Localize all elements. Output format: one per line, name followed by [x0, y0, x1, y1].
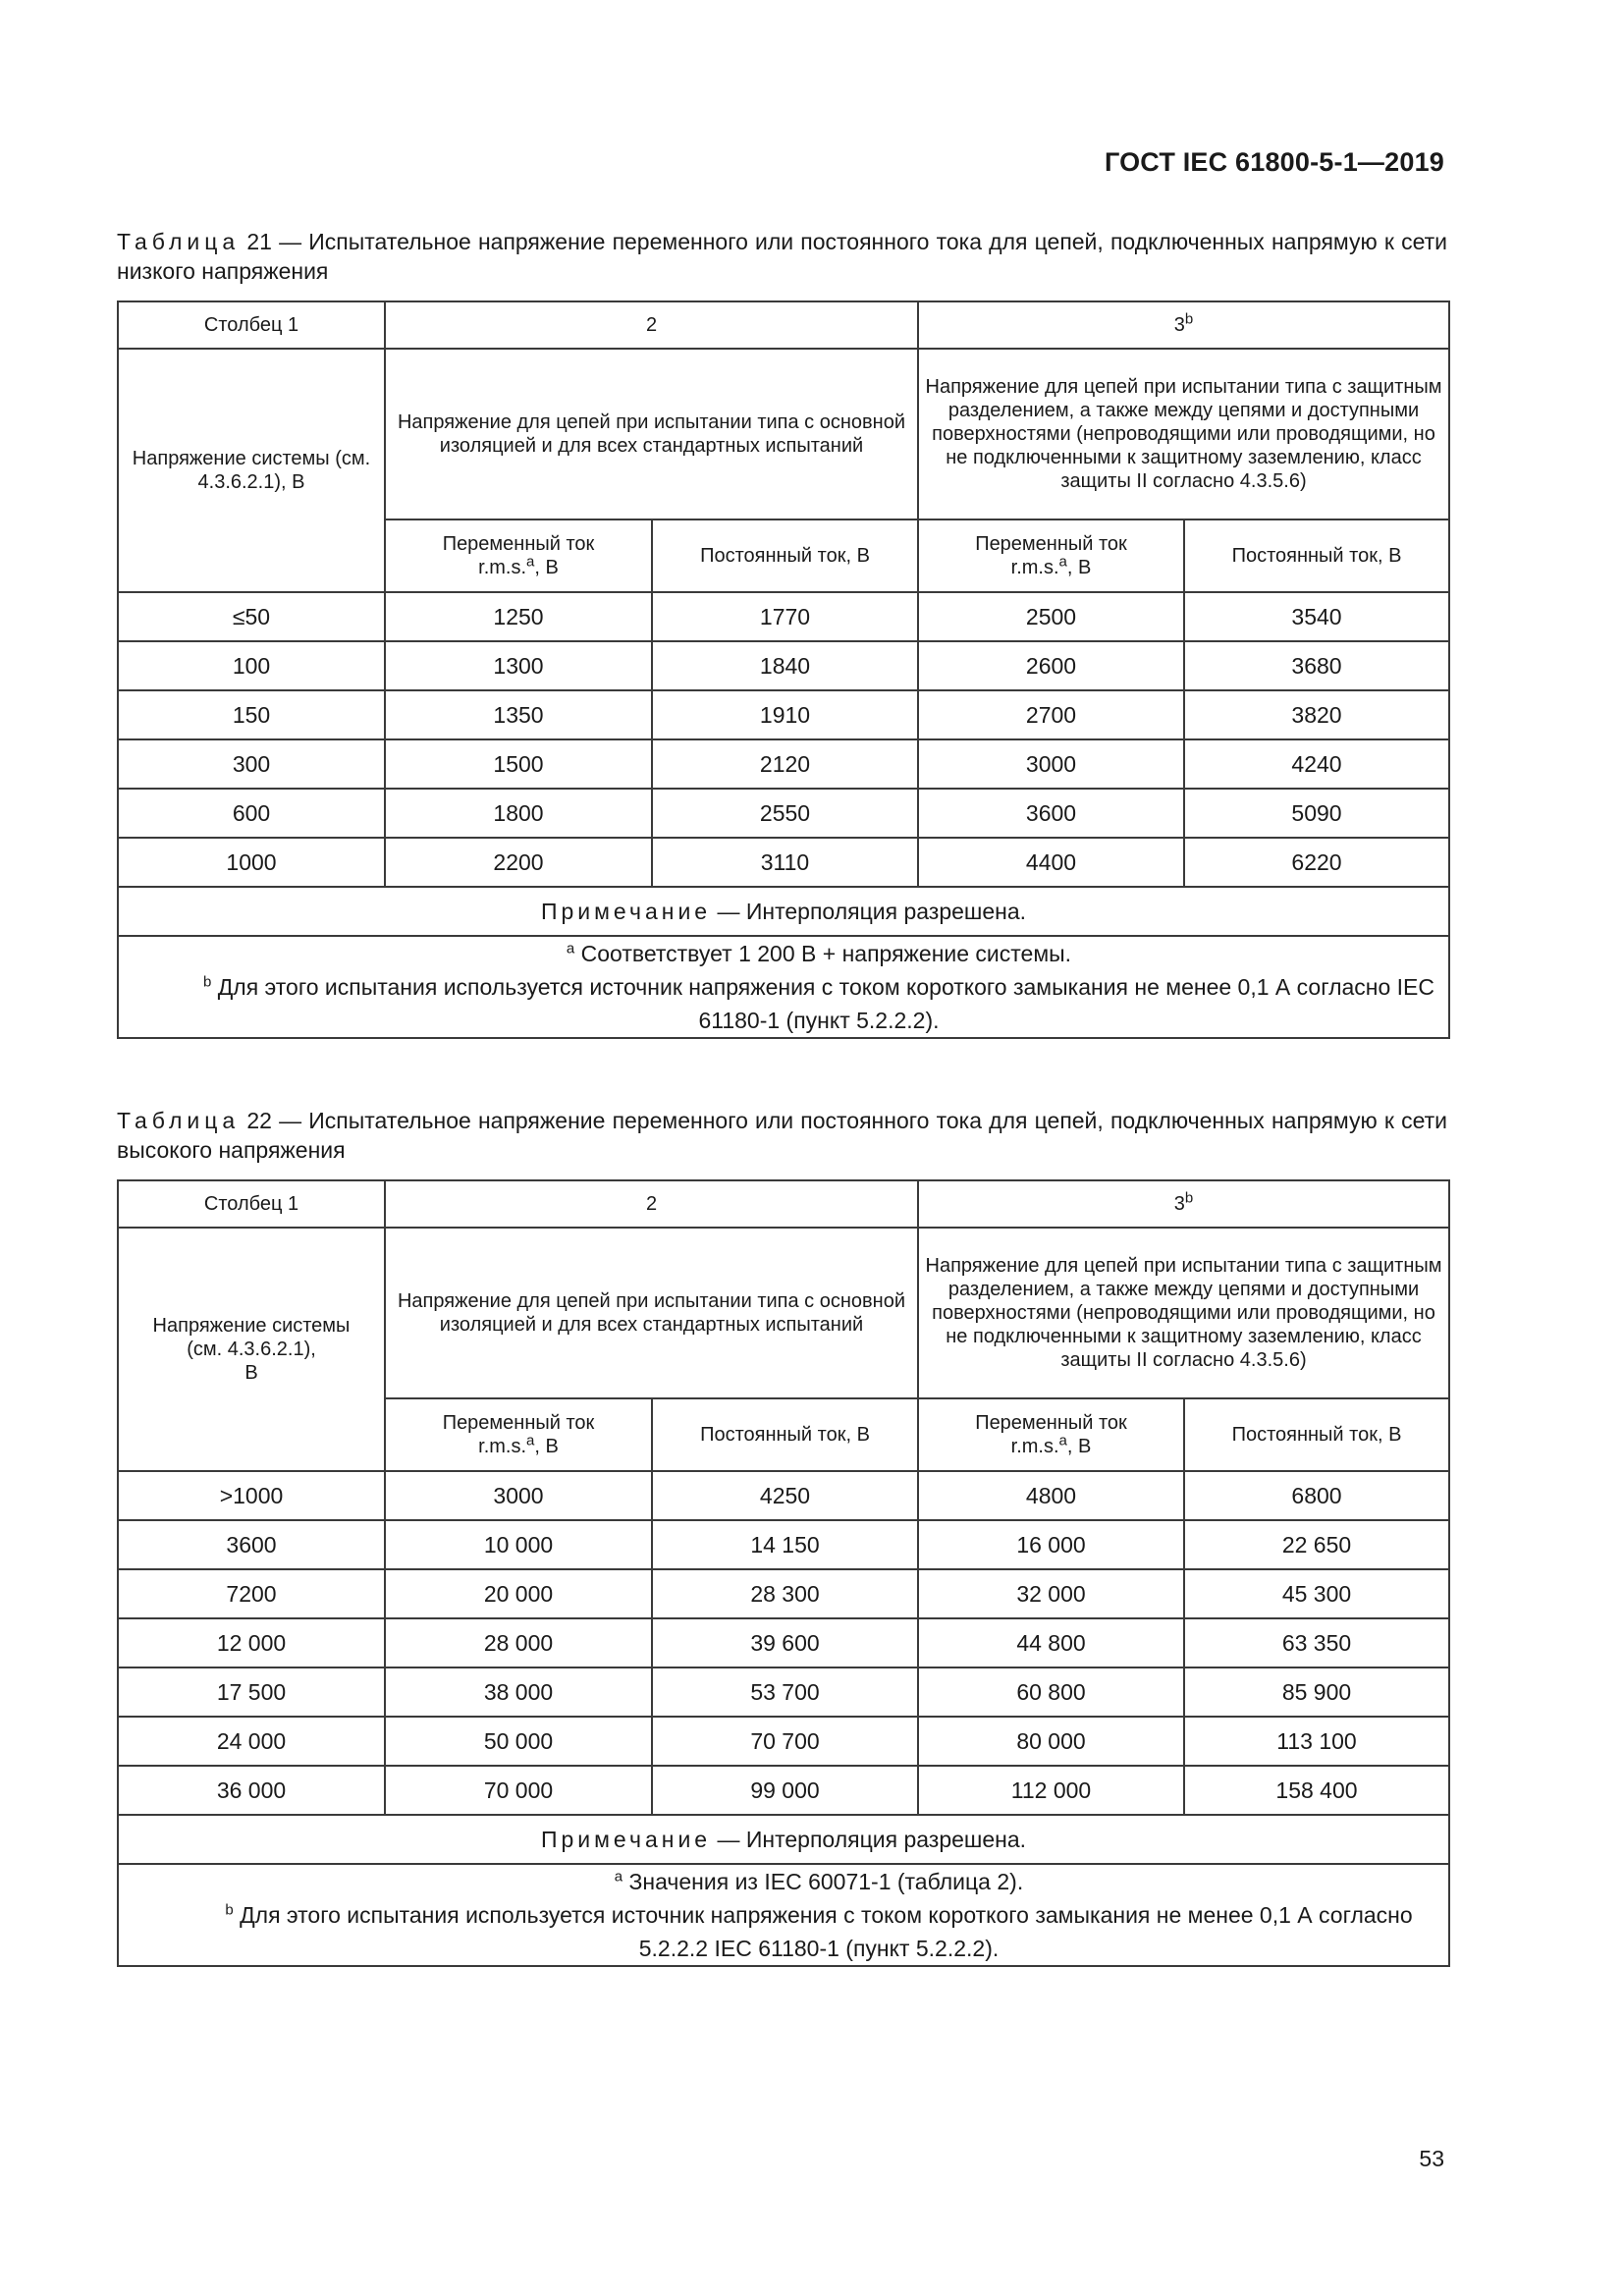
system-voltage-header: Напряжение системы (см. 4.3.6.2.1), В — [118, 349, 385, 592]
table-cell: 2700 — [918, 690, 1184, 739]
footnote-b: $^b$ Для этого испытания используется источник напряжения с током короткого замыкания не менее 0,1 А согласно 5.2.2.2 IEC 61180-1 (пункт 5.2.2.2). — [225, 1901, 1413, 1961]
dc-header: Постоянный ток, В — [1184, 519, 1449, 592]
table-cell: 14 150 — [652, 1520, 918, 1569]
dc-header: Постоянный ток, В — [652, 1398, 918, 1471]
table-cell: 45 300 — [1184, 1569, 1449, 1618]
caption-text: 22 — Испытательное напряжение переменного или постоянного тока для цепей, подключенных напрямую к сети высокого напряжения — [117, 1108, 1447, 1163]
table-cell: 36 000 — [118, 1766, 385, 1815]
table-cell: 4800 — [918, 1471, 1184, 1520]
table-cell: 300 — [118, 739, 385, 789]
table-cell: 2600 — [918, 641, 1184, 690]
table-row — [118, 1520, 1449, 1569]
table-cell: 2550 — [652, 789, 918, 838]
table-row — [118, 789, 1449, 838]
ac-header: Переменный ток r.m.s.$^a$, В — [385, 1398, 652, 1471]
caption-prefix: Таблица — [117, 1108, 241, 1133]
table-cell: 5090 — [1184, 789, 1449, 838]
table-row — [118, 1717, 1449, 1766]
table-cell: 85 900 — [1184, 1667, 1449, 1717]
table-cell: 22 650 — [1184, 1520, 1449, 1569]
table-cell: 28 300 — [652, 1569, 918, 1618]
table-row — [118, 641, 1449, 690]
footnote-mark: b — [1184, 1189, 1194, 1207]
ac-header: Переменный ток r.m.s.$^a$, В — [918, 1398, 1184, 1471]
table-cell: >1000 — [118, 1471, 385, 1520]
header-col1: Столбец 1 — [118, 301, 385, 349]
table-cell: 3000 — [385, 1471, 652, 1520]
table-cell: 3110 — [652, 838, 918, 887]
dc-header: Постоянный ток, В — [1184, 1398, 1449, 1471]
table-row — [118, 1618, 1449, 1667]
caption-prefix: Таблица — [117, 229, 241, 254]
table-note: Примечание — Интерполяция разрешена. — [118, 887, 1449, 936]
table-cell: 1500 — [385, 739, 652, 789]
table-cell: 2120 — [652, 739, 918, 789]
table-cell: 6800 — [1184, 1471, 1449, 1520]
dc-header: Постоянный ток, В — [652, 519, 918, 592]
table-cell: 80 000 — [918, 1717, 1184, 1766]
header-col1: Столбец 1 — [118, 1180, 385, 1228]
group2-header: Напряжение для цепей при испытании типа с основной изоляцией и для всех стандартных испытаний — [385, 1228, 918, 1398]
table-cell: 3680 — [1184, 641, 1449, 690]
header-col2: 2 — [385, 301, 918, 349]
table-cell: 99 000 — [652, 1766, 918, 1815]
table-cell: 16 000 — [918, 1520, 1184, 1569]
table-row — [118, 592, 1449, 641]
ac-header: Переменный ток r.m.s.$^a$, В — [918, 519, 1184, 592]
table-cell: 63 350 — [1184, 1618, 1449, 1667]
table-cell: 53 700 — [652, 1667, 918, 1717]
table-cell: 113 100 — [1184, 1717, 1449, 1766]
ac-header: Переменный ток r.m.s.$^a$, В — [385, 519, 652, 592]
table-cell: 3600 — [118, 1520, 385, 1569]
table-cell: 70 700 — [652, 1717, 918, 1766]
table-cell: 1300 — [385, 641, 652, 690]
table-cell: 4250 — [652, 1471, 918, 1520]
table-cell: 150 — [118, 690, 385, 739]
table-cell: 600 — [118, 789, 385, 838]
table-21-caption — [117, 227, 1447, 286]
table-cell: 4400 — [918, 838, 1184, 887]
table-cell: 100 — [118, 641, 385, 690]
table-cell: 60 800 — [918, 1667, 1184, 1717]
system-voltage-header: Напряжение системы (см. 4.3.6.2.1), В — [118, 1228, 385, 1471]
table-22-body — [118, 1471, 1449, 1815]
table-cell: 3540 — [1184, 592, 1449, 641]
group3-header: Напряжение для цепей при испытании типа с защитным разделением, а также между цепями и доступными поверхностями (непроводящими или проводящими, но не подключенными к защитному заземлению, класс защиты II согласно 4.3.5.6) — [918, 1228, 1449, 1398]
table-cell: 1840 — [652, 641, 918, 690]
table-cell: 50 000 — [385, 1717, 652, 1766]
table-cell: 112 000 — [918, 1766, 1184, 1815]
table-note: Примечание — Интерполяция разрешена. — [118, 1815, 1449, 1864]
table-footnotes — [118, 1864, 1449, 1966]
table-row — [118, 838, 1449, 887]
table-cell: 28 000 — [385, 1618, 652, 1667]
caption-text: 21 — Испытательное напряжение переменного или постоянного тока для цепей, подключенных напрямую к сети низкого напряжения — [117, 229, 1447, 284]
table-22 — [117, 1179, 1450, 1967]
header-col3: 3$^b$ — [918, 1180, 1449, 1228]
group2-header: Напряжение для цепей при испытании типа с основной изоляцией и для всех стандартных испытаний — [385, 349, 918, 519]
table-cell: ≤50 — [118, 592, 385, 641]
table-cell: 17 500 — [118, 1667, 385, 1717]
table-21-body — [118, 592, 1449, 887]
header-col3: 3$^b$ — [918, 301, 1449, 349]
table-cell: 7200 — [118, 1569, 385, 1618]
table-row — [118, 1766, 1449, 1815]
table-cell: 1350 — [385, 690, 652, 739]
table-cell: 44 800 — [918, 1618, 1184, 1667]
table-cell: 1910 — [652, 690, 918, 739]
table-cell: 38 000 — [385, 1667, 652, 1717]
table-row — [118, 1569, 1449, 1618]
footnote-mark: b — [1184, 310, 1194, 328]
page-number: 53 — [1419, 2146, 1444, 2171]
table-cell: 4240 — [1184, 739, 1449, 789]
table-22-caption — [117, 1106, 1447, 1165]
table-cell: 70 000 — [385, 1766, 652, 1815]
table-cell: 1250 — [385, 592, 652, 641]
footnote-a: $^a$ Значения из IEC 60071-1 (таблица 2). — [614, 1868, 1024, 1894]
table-cell: 3820 — [1184, 690, 1449, 739]
table-21 — [117, 301, 1450, 1039]
table-cell: 2200 — [385, 838, 652, 887]
table-cell: 3600 — [918, 789, 1184, 838]
document-id: ГОСТ IEC 61800-5-1—2019 — [1104, 147, 1444, 177]
table-row — [118, 739, 1449, 789]
table-row — [118, 1471, 1449, 1520]
table-cell: 1800 — [385, 789, 652, 838]
table-row — [118, 1667, 1449, 1717]
table-cell: 2500 — [918, 592, 1184, 641]
table-cell: 1000 — [118, 838, 385, 887]
table-cell: 20 000 — [385, 1569, 652, 1618]
footnote-b: $^b$ Для этого испытания используется источник напряжения с током короткого замыкания не менее 0,1 А согласно IEC 61180-1 (пункт 5.2.2.2). — [202, 973, 1435, 1033]
footnote-a: $^a$ Соответствует 1 200 В + напряжение системы. — [566, 940, 1072, 966]
table-cell: 158 400 — [1184, 1766, 1449, 1815]
table-cell: 24 000 — [118, 1717, 385, 1766]
table-cell: 6220 — [1184, 838, 1449, 887]
group3-header: Напряжение для цепей при испытании типа с защитным разделением, а также между цепями и доступными поверхностями (непроводящими или проводящими, но не подключенными к защитному заземлению, класс защиты II согласно 4.3.5.6) — [918, 349, 1449, 519]
table-cell: 32 000 — [918, 1569, 1184, 1618]
header-col2: 2 — [385, 1180, 918, 1228]
table-footnotes — [118, 936, 1449, 1038]
table-cell: 1770 — [652, 592, 918, 641]
table-cell: 10 000 — [385, 1520, 652, 1569]
table-cell: 3000 — [918, 739, 1184, 789]
table-cell: 12 000 — [118, 1618, 385, 1667]
table-cell: 39 600 — [652, 1618, 918, 1667]
table-row — [118, 690, 1449, 739]
